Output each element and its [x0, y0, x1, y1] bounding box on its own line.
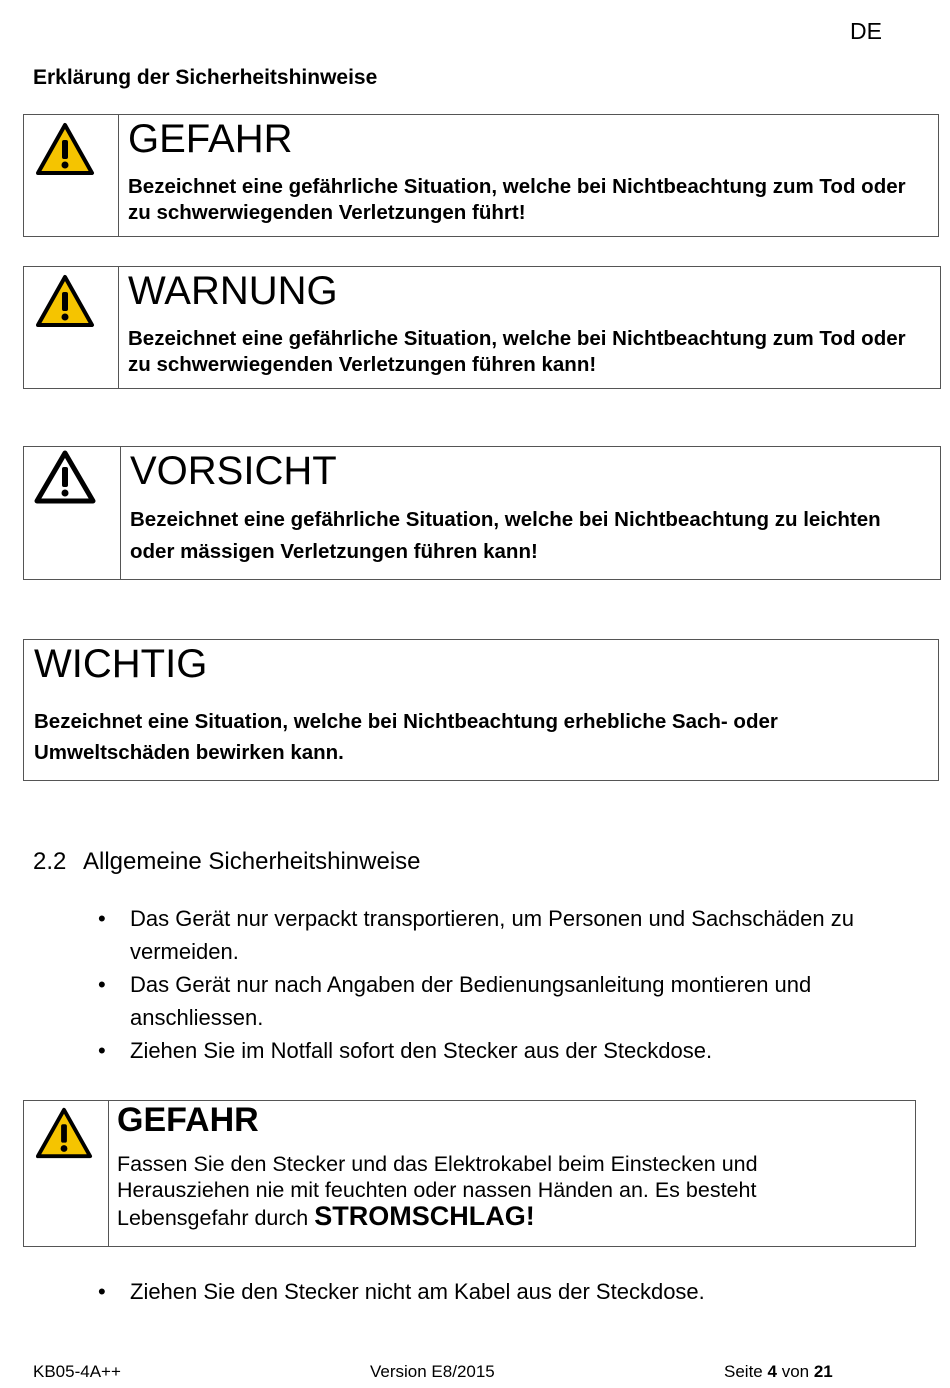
warning-notice-box	[23, 266, 941, 389]
danger-text	[117, 1151, 877, 1231]
list-item	[0, 1034, 890, 1067]
important-notice-box	[23, 639, 939, 781]
notice-heading: WARNUNG	[128, 269, 338, 313]
icon-cell	[24, 115, 119, 236]
list-item	[0, 902, 890, 968]
page-separator: von	[781, 1362, 810, 1381]
notice-heading: GEFAHR	[128, 117, 293, 161]
electric-shock-danger-box	[23, 1100, 916, 1247]
danger-notice-box	[23, 114, 939, 237]
list-item-text: Das Gerät nur nach Angaben der Bedienungsanleitung montieren und anschliessen.	[130, 972, 812, 1030]
notice-text: Bezeichnet eine gefährliche Situation, welche bei Nichtbeachtung zum Tod oder zu schwerwiegenden Verletzungen führt!	[128, 175, 906, 224]
icon-cell	[24, 447, 121, 579]
icon-cell	[24, 1101, 109, 1246]
footer-version: Version E8/2015	[370, 1362, 495, 1381]
warning-triangle-icon	[35, 122, 95, 176]
language-code: DE	[850, 18, 882, 44]
list-item-text: Ziehen Sie den Stecker nicht am Kabel aus der Steckdose.	[130, 1279, 705, 1304]
list-item	[0, 968, 890, 1034]
warning-triangle-outline-icon	[34, 450, 96, 504]
explanation-title: Erklärung der Sicherheitshinweise	[33, 66, 378, 89]
section-heading	[33, 848, 421, 876]
important-heading: WICHTIG	[34, 642, 208, 686]
icon-cell	[24, 267, 119, 388]
section-title: Allgemeine Sicherheitshinweise	[83, 848, 421, 875]
page-total: 21	[813, 1362, 833, 1381]
bullet-icon: •	[98, 1038, 106, 1063]
footer-model: KB05-4A++	[33, 1362, 121, 1381]
danger-heading: GEFAHR	[117, 1101, 259, 1139]
notice-text: Bezeichnet eine gefährliche Situation, welche bei Nichtbeachtung zu leichten oder mässigen Verletzungen führen kann!	[130, 508, 881, 563]
list-item-text: Das Gerät nur verpackt transportieren, um Personen und Sachschäden zu vermeiden.	[130, 906, 854, 964]
list-item	[0, 1275, 890, 1308]
caution-notice-box	[23, 446, 941, 580]
page-current: 4	[767, 1362, 777, 1381]
danger-emphasis: STROMSCHLAG!	[314, 1201, 535, 1231]
notice-heading: VORSICHT	[130, 449, 337, 493]
notice-text: Bezeichnet eine gefährliche Situation, welche bei Nichtbeachtung zum Tod oder zu schwerwiegenden Verletzungen führen kann!	[128, 327, 906, 376]
safety-bullet-list	[0, 902, 890, 1067]
list-item-text: Ziehen Sie im Notfall sofort den Stecker aus der Steckdose.	[130, 1038, 713, 1063]
important-text: Bezeichnet eine Situation, welche bei Nichtbeachtung erhebliche Sach- oder Umweltschäden bewirken kann.	[34, 710, 778, 764]
bullet-icon: •	[98, 972, 106, 997]
footer-page	[724, 1362, 833, 1382]
warning-triangle-icon	[35, 1106, 93, 1160]
final-bullet-list	[0, 1275, 890, 1308]
section-number: 2.2	[33, 848, 67, 875]
bullet-icon: •	[98, 1279, 106, 1304]
page-prefix: Seite	[724, 1362, 763, 1381]
bullet-icon: •	[98, 906, 106, 931]
warning-triangle-icon	[35, 274, 95, 328]
danger-text-body: Fassen Sie den Stecker und das Elektrokabel beim Einstecken und Herausziehen nie mit feuchten oder nassen Händen an. Es besteht Lebensgefahr durch	[117, 1152, 758, 1230]
